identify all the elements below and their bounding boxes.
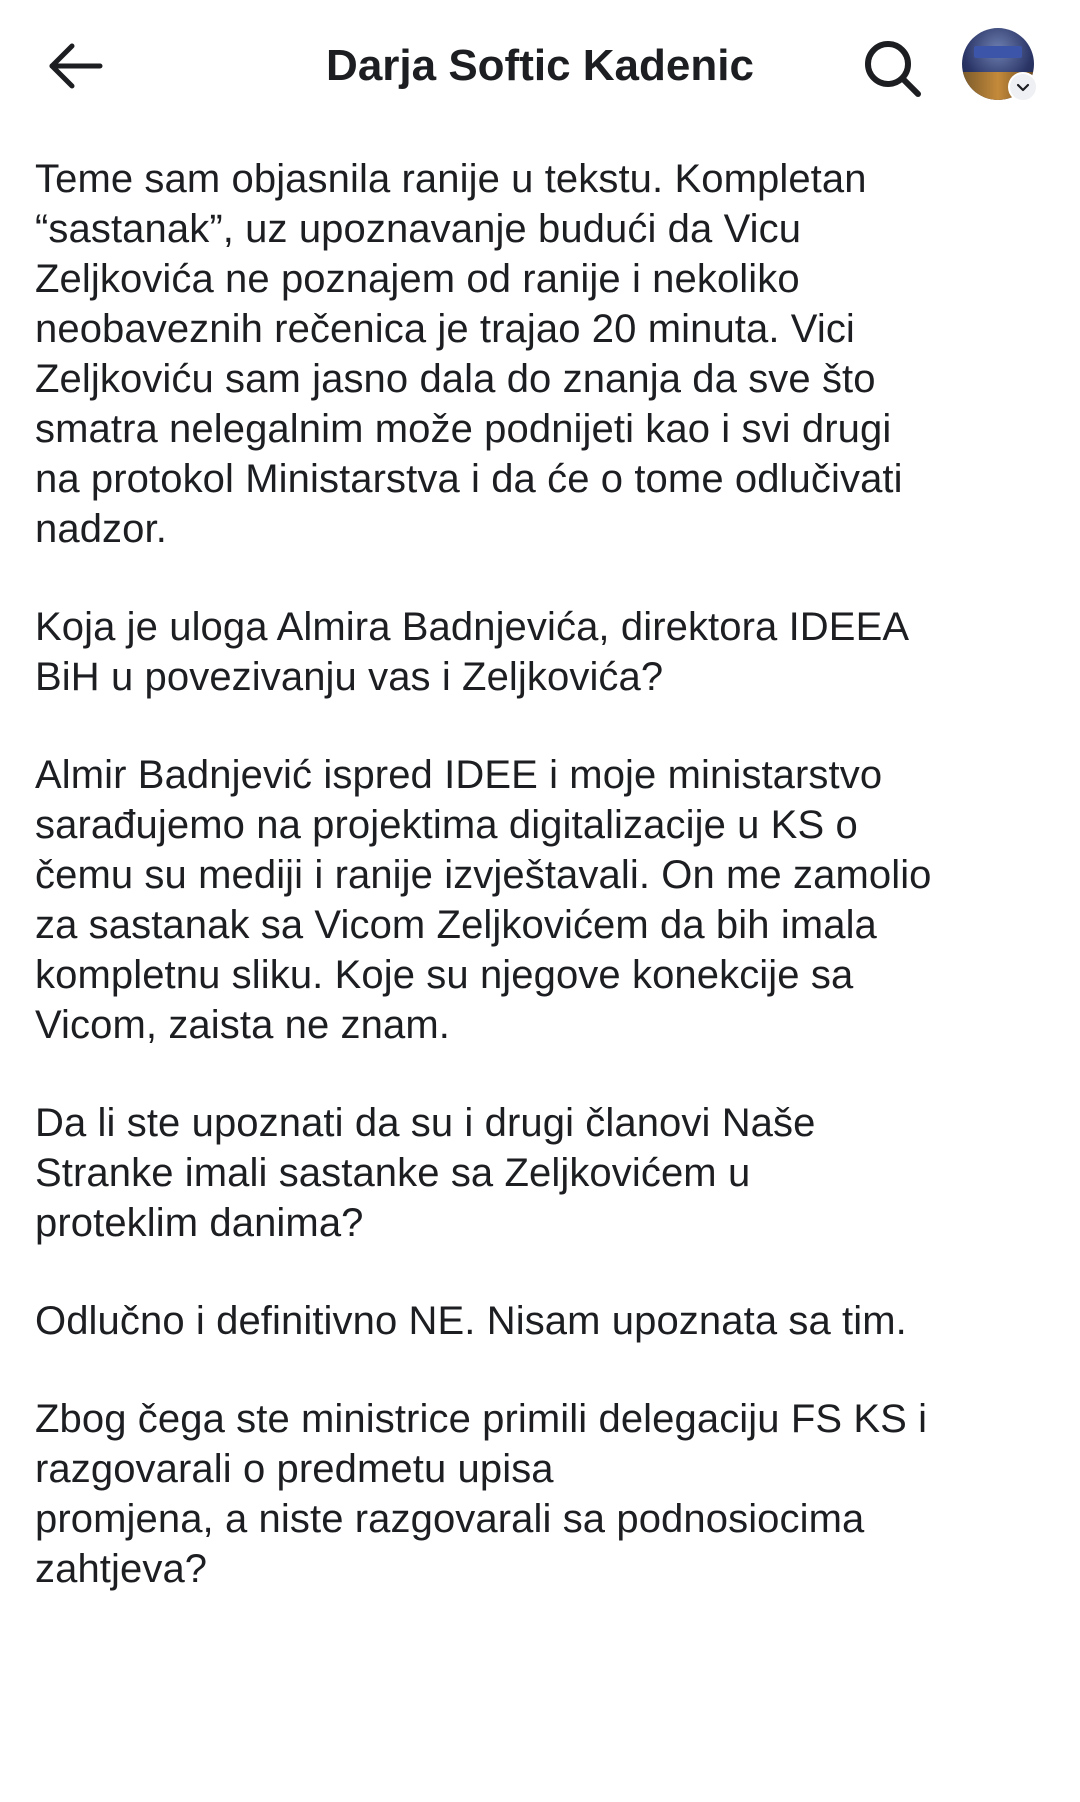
text-line: razgovarali o predmetu upisa: [35, 1447, 554, 1491]
text-line: čemu su mediji i ranije izvještavali. On me zamolio: [35, 853, 932, 897]
text-line: “sastanak”, uz upoznavanje budući da Vicu: [35, 207, 802, 251]
text-line: Koja je uloga Almira Badnjevića, direktora IDEEA: [35, 605, 910, 649]
text-line: Vicom, zaista ne znam.: [35, 1003, 450, 1047]
text-line: BiH u povezivanju vas i Zeljkovića?: [35, 655, 664, 699]
post-paragraph: [35, 602, 1055, 702]
text-line: zahtjeva?: [35, 1547, 208, 1591]
text-line: kompletnu sliku. Koje su njegove konekcije sa: [35, 953, 854, 997]
text-line: Da li ste upoznati da su i drugi članovi Naše: [35, 1101, 816, 1145]
post-paragraph: [35, 1098, 1055, 1248]
top-bar: [0, 0, 1080, 132]
text-line: Almir Badnjević ispred IDEE i moje ministarstvo: [35, 753, 883, 797]
text-line: nadzor.: [35, 507, 167, 551]
text-line: Stranke imali sastanke sa Zeljkovićem u: [35, 1151, 751, 1195]
text-line: smatra nelegalnim može podnijeti kao i svi drugi: [35, 407, 892, 451]
text-line: Teme sam objasnila ranije u tekstu. Kompletan: [35, 157, 867, 201]
text-line: sarađujemo na projektima digitalizacije u KS o: [35, 803, 858, 847]
chevron-down-icon: [1015, 79, 1031, 95]
post-paragraph: [35, 1394, 1055, 1594]
arrow-left-icon: [44, 34, 108, 98]
search-icon: [860, 36, 924, 100]
text-line: za sastanak sa Vicom Zeljkovićem da bih imala: [35, 903, 877, 947]
post-paragraph: [35, 154, 1055, 554]
text-line: neobaveznih rečenica je trajao 20 minuta. Vici: [35, 307, 855, 351]
back-button[interactable]: [36, 28, 116, 104]
text-line: promjena, a niste razgovarali sa podnosiocima: [35, 1497, 865, 1541]
text-line: Zbog čega ste ministrice primili delegaciju FS KS i: [35, 1397, 928, 1441]
search-button[interactable]: [854, 30, 930, 106]
text-line: na protokol Ministarstva i da će o tome odlučivati: [35, 457, 903, 501]
text-line: Odlučno i definitivno NE. Nisam upoznata sa tim.: [35, 1299, 907, 1343]
account-switcher-badge[interactable]: [1008, 72, 1038, 102]
text-line: Zeljkoviću sam jasno dala do znanja da sve što: [35, 357, 876, 401]
post-paragraph: [35, 1296, 1055, 1346]
post-body: [35, 154, 1055, 1642]
post-paragraph: [35, 750, 1055, 1050]
text-line: Zeljkovića ne poznajem od ranije i nekoliko: [35, 257, 800, 301]
page-title: Darja Softic Kadenic: [326, 41, 754, 90]
text-line: proteklim danima?: [35, 1201, 364, 1245]
avatar-image-detail: [974, 46, 1022, 58]
